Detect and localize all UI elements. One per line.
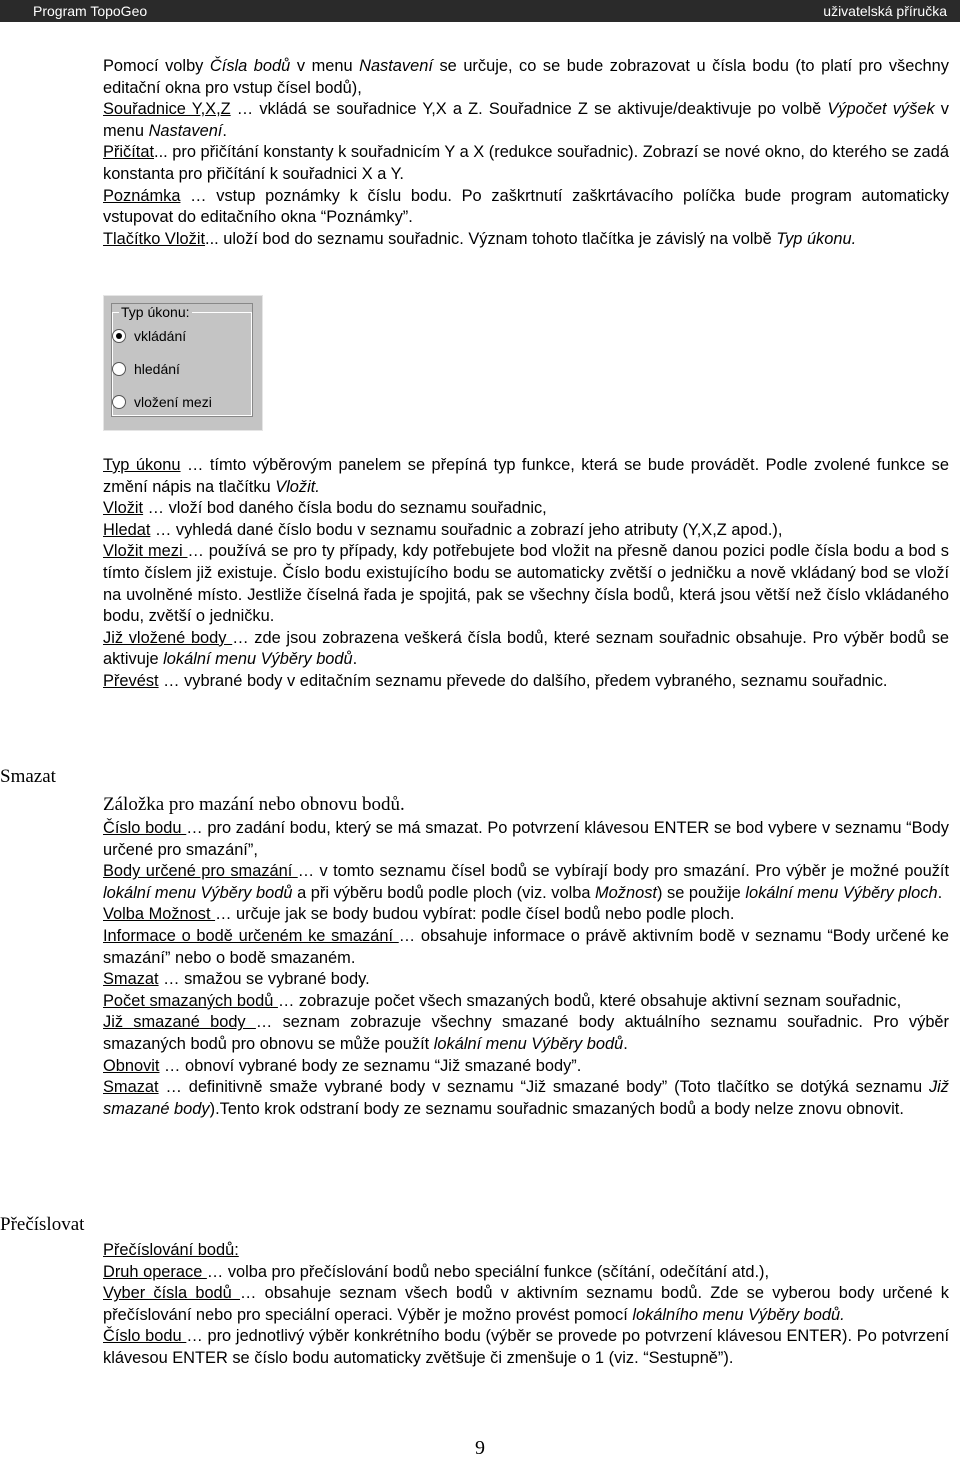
operation-type-panel <box>103 295 263 431</box>
settings-description <box>103 56 949 250</box>
operation-description: Typ úkonu … tímto výběrovým panelem se přepíná typ funkce, která se bude provádět. Podle zvolené funkce se změní nápis na tlačítku Vložit. Vložit … vloží bod daného čísla bodu do seznamu souřadnic, Hledat … vyhledá dané číslo bodu v seznamu souřadnic a zobrazí jeho atributy (Y,X,Z apod.), Vložit mezi … používá se pro ty případy, kdy potřebujete bod vložit na přesně danou pozici podle čísla bodu a bod s tímto číslem již existuje. Číslo bodu existujícího bodu se automaticky zvětší o jedničku a nově vkládaný bod se vloží na uvolněné místo. Jestliže číselná řada je spojitá, pak se všechny čísla bodů, která jsou větší než číslo vkládaného bodu, zvětší o jedničku. Již vložené body … zde jsou zobrazena veškerá čísla bodů, které seznam souřadnic obsahuje. Pro výběr bodů se aktivuje lokální menu Výběry bodů. Převést … vybrané body v editačním seznamu převede do dalšího, předem vybraného, seznamu souřadnic. <box>103 456 950 690</box>
radio-insert-between[interactable]: vložení mezi <box>112 392 212 412</box>
section-label-delete: Smazat <box>0 766 56 787</box>
radio-selected-icon[interactable] <box>112 329 126 343</box>
paragraph-point-numbers: Pomocí volby Čísla bodů v menu Nastavení se určuje, co se bude zobrazovat u čísla bodu (to platí pro všechny editační okna pro vstup čísel bodů), <box>103 57 949 97</box>
radio-insert[interactable]: vkládání <box>112 326 186 346</box>
delete-section-title: Záložka pro mazání nebo obnovu bodů. <box>103 794 405 815</box>
renumber-section-title: Přečíslování bodů: <box>103 1241 239 1259</box>
paragraph-insert-button: Tlačítko Vložit... uloží bod do seznamu souřadnic. Význam tohoto tlačítka je závislý na volbě Typ úkonu. <box>103 229 857 248</box>
radio-unselected-icon[interactable] <box>112 362 126 376</box>
radio-search[interactable]: hledání <box>112 359 180 379</box>
paragraph-add: Přičítat... pro přičítání konstanty k souřadnicím Y a X (redukce souřadnic). Zobrazí se nové okno, do kterého se zadá konstanta pro přičítání k souřadnici X a Y. <box>103 143 949 183</box>
radio-unselected-icon[interactable] <box>112 395 126 409</box>
header-program-name: Program TopoGeo <box>33 3 148 19</box>
section-label-renumber: Přečíslovat <box>0 1214 85 1235</box>
page-header <box>0 0 960 22</box>
operation-type-legend: Typ úkonu: <box>121 304 190 320</box>
paragraph-note: Poznámka … vstup poznámky k číslu bodu. Po zaškrtnutí zaškrtávacího políčka bude program automaticky vstupovat do editačního okna “Poznámky”. <box>103 186 949 227</box>
delete-section: Záložka pro mazání nebo obnovu bodů. Číslo bodu … pro zadání bodu, který se má smazat. Po potvrzení klávesou ENTER se bod vybere v seznamu “Body určené pro smazání”, Body určené pro smazání … v tomto seznamu čísel bodů se vybírají body pro smazání. Pro výběr je možné použít lokální menu Výběry bodů a při výběru bodů podle ploch (viz. volba Možnost) se použije lokální menu Výběry ploch. Volba Možnost … určuje jak se body budou vybírat: podle čísel bodů nebo podle ploch. Informace o bodě určeném ke smazání … obsahuje informace o právě aktivním bodě v seznamu “Body určené ke smazání” nebo o bodě smazaném. Smazat … smažou se vybrané body. Počet smazaných bodů … zobrazuje počet všech smazaných bodů, které obsahuje aktivní seznam souřadnic, Již smazané body … seznam zobrazuje všechny smazané body aktuálního seznamu souřadnic. Pro výběr smazaných bodů pro obnovu se může použít lokální menu Výběry bodů. Obnovit … obnoví vybrané body ze seznamu “Již smazané body”. Smazat … definitivně smaže vybrané body v seznamu “Již smazané body” (Toto tlačítko se dotýká seznamu Již smazané body).Tento krok odstraní body ze seznamu souřadnic smazaných bodů a body nelze znovu obnovit. <box>103 794 950 1118</box>
page-number: 9 <box>475 1437 485 1459</box>
renumber-section: Přečíslování bodů: Druh operace … volba pro přečíslování bodů nebo speciální funkce (sčítání, odečítání atd.), Vyber čísla bodů … obsahuje seznam všech bodů v aktivním seznamu bodů. Zde se vyberou body určené k přečíslování nebo pro speciální operaci. Výběr je možno provést pomocí lokálního menu Výběry bodů. Číslo bodu … pro jednotlivý výběr konkrétního bodu (výběr se provede po potvrzení klávesou ENTER). Po potvrzení klávesou ENTER se číslo bodu automaticky zvětšuje či zmenšuje o 1 (viz. “Sestupně”). <box>103 1241 950 1367</box>
paragraph-coordinates: Souřadnice Y,X,Z … vkládá se souřadnice Y,X a Z. Souřadnice Z se aktivuje/deaktivuje po volbě Výpočet výšek v menu Nastavení. <box>103 100 949 140</box>
header-manual-name: uživatelská příručka <box>823 3 947 19</box>
